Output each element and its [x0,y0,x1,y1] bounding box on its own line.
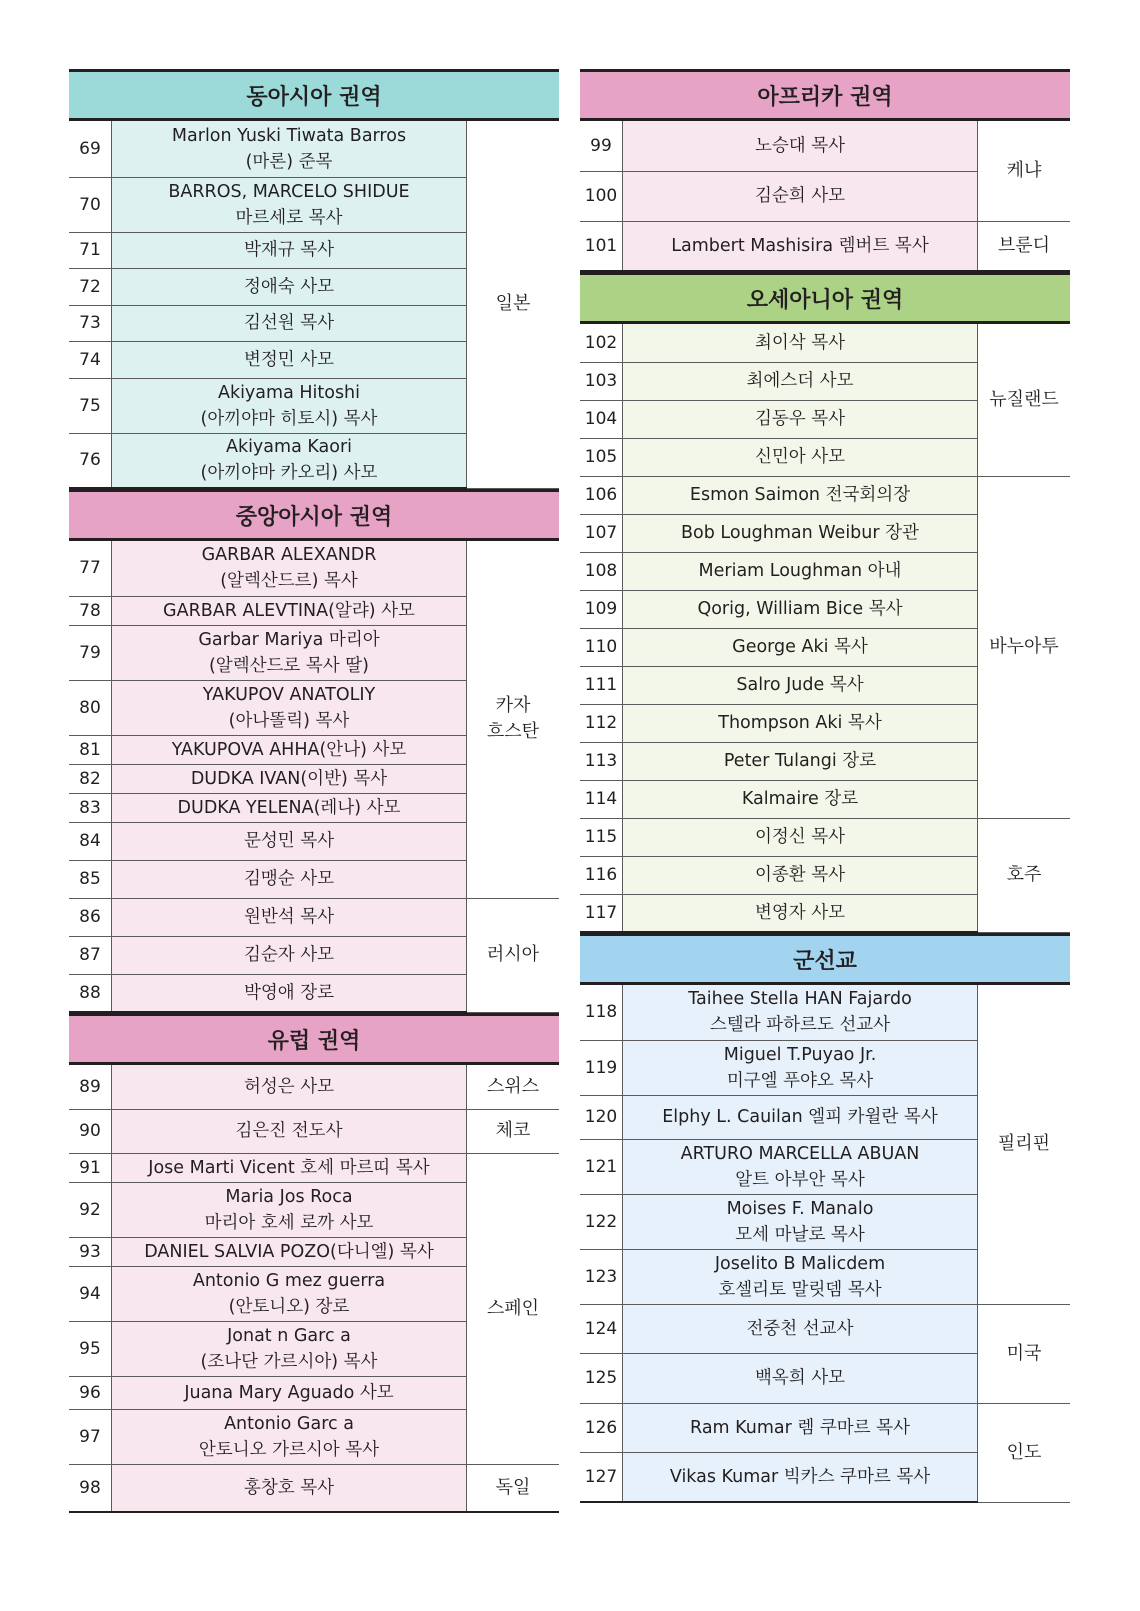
row-number: 93 [69,1237,112,1266]
row-number: 115 [580,818,623,856]
roster-row [580,221,1070,271]
row-number: 106 [580,476,623,514]
row-number: 107 [580,514,623,552]
roster-table [69,1065,559,1513]
person-name: 김순희 사모 [623,171,978,221]
country-name: 일본 [467,121,560,488]
person-name: YAKUPOVA AHHA(안나) 사모 [112,735,467,764]
person-name: ARTURO MARCELLA ABUAN 알트 아부안 목사 [623,1139,978,1194]
left-column [69,69,559,1513]
row-number: 116 [580,856,623,894]
row-number: 83 [69,793,112,822]
person-name: Juana Mary Aguado 사모 [112,1376,467,1409]
row-number: 89 [69,1065,112,1109]
country-name: 바누아투 [978,476,1071,818]
row-number: 90 [69,1109,112,1153]
person-name: BARROS, MARCELO SHIDUE 마르세로 목사 [112,177,467,232]
row-number: 121 [580,1139,623,1194]
region-title: 동아시아 권역 [69,69,559,121]
row-number: 82 [69,764,112,793]
row-number: 87 [69,936,112,974]
row-number: 127 [580,1452,623,1502]
person-name: 박영애 장로 [112,974,467,1012]
person-name: 김선원 목사 [112,305,467,341]
country-name: 러시아 [467,898,560,1012]
person-name: Meriam Loughman 아내 [623,552,978,590]
country-name: 뉴질랜드 [978,324,1071,476]
row-number: 124 [580,1304,623,1353]
person-name: GARBAR ALEXANDR (알렉산드르) 목사 [112,541,467,596]
roster-row [580,818,1070,856]
roster-row [69,121,559,177]
person-name: 김맹순 사모 [112,860,467,898]
roster-row [69,1065,559,1109]
person-name: 노승대 목사 [623,121,978,171]
roster-table [69,541,559,1013]
country-name: 미국 [978,1304,1071,1403]
row-number: 105 [580,438,623,476]
roster-row [580,476,1070,514]
roster-row [69,898,559,936]
row-number: 123 [580,1249,623,1304]
country-name: 카자 흐스탄 [467,541,560,898]
region-title: 아프리카 권역 [580,69,1070,121]
person-name: Moises F. Manalo 모세 마날로 목사 [623,1194,978,1249]
row-number: 78 [69,596,112,625]
region-title: 오세아니아 권역 [580,272,1070,324]
person-name: Jose Marti Vicent 호세 마르띠 목사 [112,1153,467,1182]
person-name: 전중천 선교사 [623,1304,978,1353]
row-number: 92 [69,1182,112,1237]
region-section [69,69,559,489]
person-name: 원반석 목사 [112,898,467,936]
country-name: 인도 [978,1403,1071,1502]
region-title: 군선교 [580,933,1070,985]
region-title: 중앙아시아 권역 [69,489,559,541]
person-name: Marlon Yuski Tiwata Barros (마론) 준목 [112,121,467,177]
person-name: Thompson Aki 목사 [623,704,978,742]
row-number: 74 [69,341,112,378]
region-section [580,272,1070,933]
row-number: 71 [69,232,112,268]
row-number: 94 [69,1266,112,1321]
row-number: 114 [580,780,623,818]
person-name: Peter Tulangi 장로 [623,742,978,780]
person-name: Kalmaire 장로 [623,780,978,818]
row-number: 100 [580,171,623,221]
row-number: 72 [69,268,112,305]
row-number: 109 [580,590,623,628]
person-name: YAKUPOV ANATOLIY (아나똘릭) 목사 [112,680,467,735]
row-number: 113 [580,742,623,780]
roster-table [580,121,1070,272]
country-name: 스페인 [467,1153,560,1464]
row-number: 95 [69,1321,112,1376]
row-number: 103 [580,362,623,400]
person-name: Joselito B Malicdem 호셀리토 말릿뎀 목사 [623,1249,978,1304]
person-name: 신민아 사모 [623,438,978,476]
person-name: DUDKA YELENA(레나) 사모 [112,793,467,822]
person-name: Garbar Mariya 마리아 (알렉산드로 목사 딸) [112,625,467,680]
country-name: 브룬디 [978,221,1071,271]
row-number: 70 [69,177,112,232]
row-number: 99 [580,121,623,171]
country-name: 호주 [978,818,1071,932]
row-number: 75 [69,378,112,433]
person-name: Qorig, William Bice 목사 [623,590,978,628]
row-number: 125 [580,1353,623,1403]
person-name: 이정신 목사 [623,818,978,856]
country-name: 스위스 [467,1065,560,1109]
row-number: 102 [580,324,623,362]
person-name: 이종환 목사 [623,856,978,894]
person-name: 김동우 목사 [623,400,978,438]
country-name: 케냐 [978,121,1071,221]
person-name: Miguel T.Puyao Jr. 미구엘 푸야오 목사 [623,1040,978,1095]
person-name: DANIEL SALVIA POZO(다니엘) 목사 [112,1237,467,1266]
person-name: Antonio Garc a 안토니오 가르시아 목사 [112,1409,467,1464]
row-number: 96 [69,1376,112,1409]
roster-row [580,324,1070,362]
person-name: Antonio G mez guerra (안토니오) 장로 [112,1266,467,1321]
person-name: George Aki 목사 [623,628,978,666]
region-title: 유럽 권역 [69,1013,559,1065]
person-name: Jonat n Garc a (조나단 가르시아) 목사 [112,1321,467,1376]
row-number: 110 [580,628,623,666]
roster-row [69,1109,559,1153]
person-name: DUDKA IVAN(이반) 목사 [112,764,467,793]
row-number: 73 [69,305,112,341]
row-number: 101 [580,221,623,271]
row-number: 126 [580,1403,623,1452]
roster-row [69,1464,559,1512]
person-name: 최에스더 사모 [623,362,978,400]
region-section [580,69,1070,272]
person-name: 홍창호 목사 [112,1464,467,1512]
person-name: Maria Jos Roca 마리아 호세 로까 사모 [112,1182,467,1237]
roster-row [580,1403,1070,1452]
person-name: 변정민 사모 [112,341,467,378]
person-name: Bob Loughman Weibur 장관 [623,514,978,552]
row-number: 85 [69,860,112,898]
row-number: 86 [69,898,112,936]
person-name: 김은진 전도사 [112,1109,467,1153]
row-number: 118 [580,985,623,1040]
person-name: Salro Jude 목사 [623,666,978,704]
row-number: 104 [580,400,623,438]
row-number: 80 [69,680,112,735]
row-number: 69 [69,121,112,177]
person-name: Akiyama Kaori (아끼야마 카오리) 사모 [112,433,467,488]
person-name: Ram Kumar 렘 쿠마르 목사 [623,1403,978,1452]
roster-row [580,985,1070,1040]
person-name: Lambert Mashisira 렘버트 목사 [623,221,978,271]
roster-row [69,541,559,596]
row-number: 84 [69,822,112,860]
row-number: 76 [69,433,112,488]
person-name: 변영자 사모 [623,894,978,932]
row-number: 119 [580,1040,623,1095]
row-number: 111 [580,666,623,704]
roster-table [580,985,1070,1503]
row-number: 108 [580,552,623,590]
row-number: 77 [69,541,112,596]
person-name: GARBAR ALEVTINA(알랴) 사모 [112,596,467,625]
person-name: 최이삭 목사 [623,324,978,362]
person-name: Esmon Saimon 전국회의장 [623,476,978,514]
roster-table [69,121,559,489]
person-name: Taihee Stella HAN Fajardo 스텔라 파하르도 선교사 [623,985,978,1040]
row-number: 88 [69,974,112,1012]
row-number: 120 [580,1095,623,1139]
country-name: 독일 [467,1464,560,1512]
country-name: 체코 [467,1109,560,1153]
person-name: Elphy L. Cauilan 엘피 카윌란 목사 [623,1095,978,1139]
row-number: 79 [69,625,112,680]
person-name: 문성민 목사 [112,822,467,860]
row-number: 97 [69,1409,112,1464]
row-number: 122 [580,1194,623,1249]
roster-row [69,1153,559,1182]
roster-row [580,121,1070,171]
region-section [69,489,559,1013]
person-name: 박재규 목사 [112,232,467,268]
roster-table [580,324,1070,933]
person-name: 백옥희 사모 [623,1353,978,1403]
country-name: 필리핀 [978,985,1071,1304]
roster-row [580,1304,1070,1353]
person-name: 허성은 사모 [112,1065,467,1109]
right-column [580,69,1070,1503]
region-section [69,1013,559,1513]
region-section [580,933,1070,1503]
person-name: Vikas Kumar 빅카스 쿠마르 목사 [623,1452,978,1502]
row-number: 98 [69,1464,112,1512]
row-number: 117 [580,894,623,932]
person-name: Akiyama Hitoshi (아끼야마 히토시) 목사 [112,378,467,433]
row-number: 112 [580,704,623,742]
person-name: 정애숙 사모 [112,268,467,305]
row-number: 91 [69,1153,112,1182]
person-name: 김순자 사모 [112,936,467,974]
row-number: 81 [69,735,112,764]
